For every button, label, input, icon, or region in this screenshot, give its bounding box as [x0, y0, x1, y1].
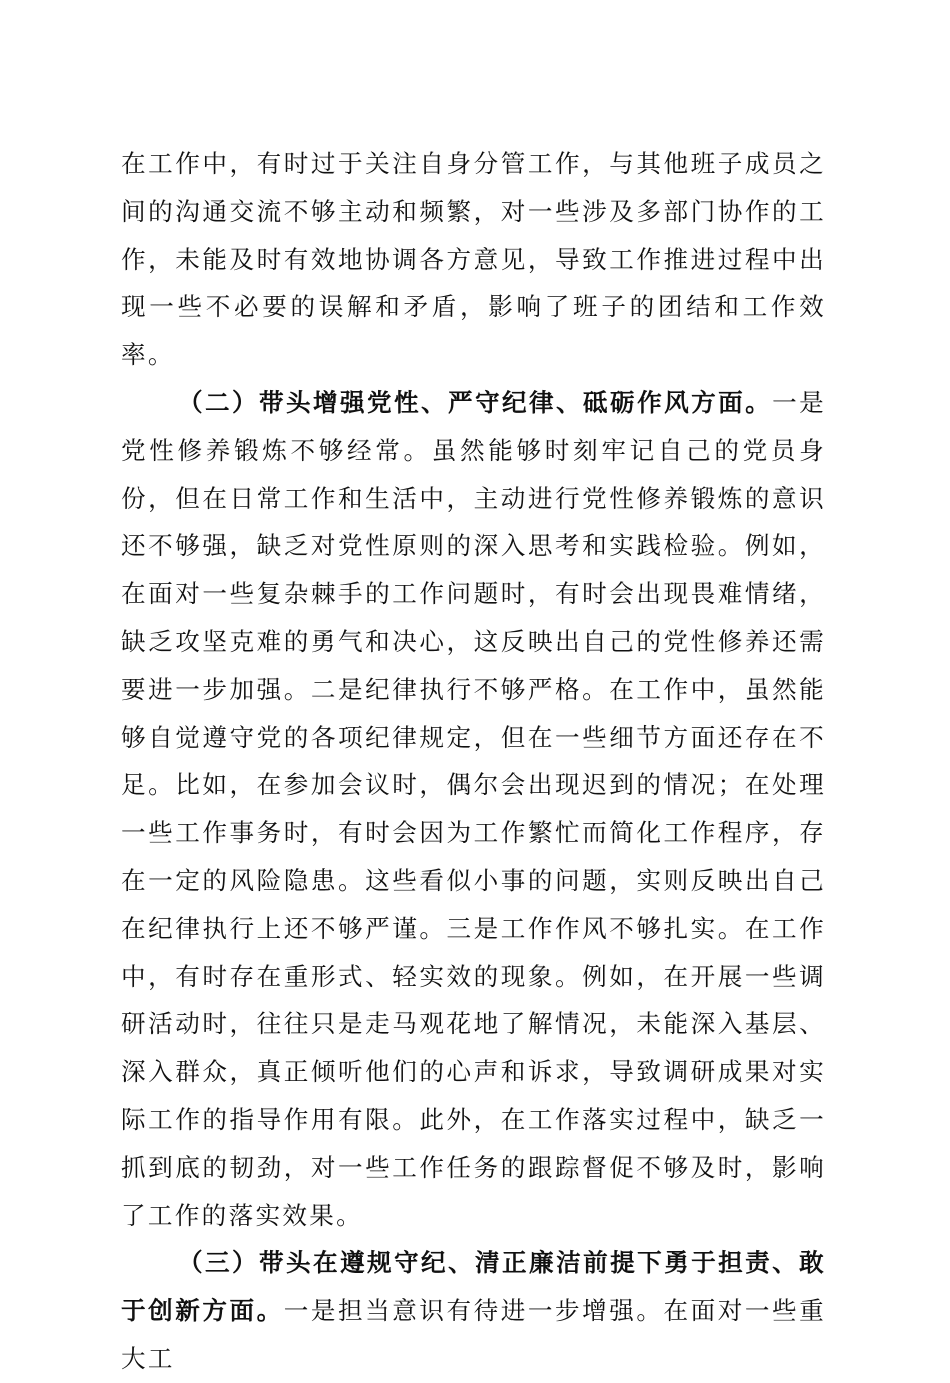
paragraph-section-two: [121, 379, 826, 1239]
paragraph-body: 一是担当意识有待进一步增强。在面对一些重大工: [121, 1296, 826, 1373]
section-heading: （三）带头在遵规守纪、清正廉洁前提下勇于担责、敢于创新方面。: [121, 1248, 826, 1326]
paragraph-body: 一是党性修养锻炼不够经常。虽然能够时刻牢记自己的党员身份，但在日常工作和生活中，主动进行党性修养锻炼的意识还不够强，缺乏对党性原则的深入思考和实践检验。例如，在面对一些复杂棘手的工作问题时，有时会出现畏难情绪，缺乏攻坚克难的勇气和决心，这反映出自己的党性修养还需要进一步加强。二是纪律执行不够严格。在工作中，虽然能够自觉遵守党的各项纪律规定，但在一些细节方面还存在不足。比如，在参加会议时，偶尔会出现迟到的情况；在处理一些工作事务时，有时会因为工作繁忙而简化工作程序，存在一定的风险隐患。这些看似小事的问题，实则反映出自己在纪律执行上还不够严谨。三是工作作风不够扎实。在工作中，有时存在重形式、轻实效的现象。例如，在开展一些调研活动时，往往只是走马观花地了解情况，未能深入基层、深入群众，真正倾听他们的心声和诉求，导致调研成果对实际工作的指导作用有限。此外，在工作落实过程中，缺乏一抓到底的韧劲，对一些工作任务的跟踪督促不够及时，影响了工作的落实效果。: [121, 387, 826, 1230]
paragraph-continuation: [121, 140, 826, 379]
section-heading: （二）带头增强党性、严守纪律、砥砺作风方面。: [178, 387, 773, 417]
paragraph-section-three: [121, 1239, 826, 1382]
paragraph-body: 在工作中，有时过于关注自身分管工作，与其他班子成员之间的沟通交流不够主动和频繁，对一些涉及多部门协作的工作，未能及时有效地协调各方意见，导致工作推进过程中出现一些不必要的误解和矛盾，影响了班子的团结和工作效率。: [121, 149, 826, 370]
document-page: [121, 140, 826, 1383]
